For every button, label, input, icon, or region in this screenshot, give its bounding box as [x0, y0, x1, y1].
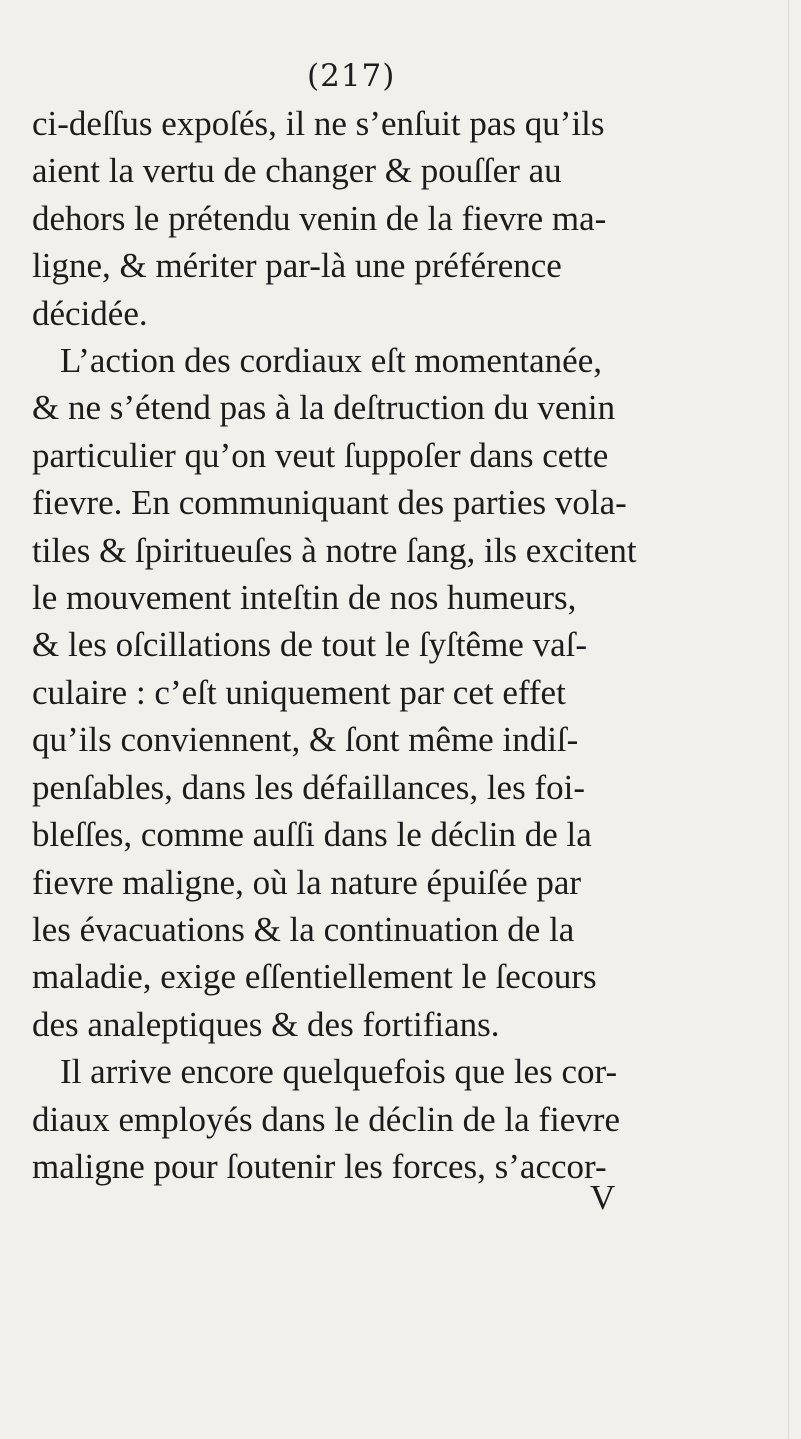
text-line: culaire : c’eſt uniquement par cet effet	[32, 672, 566, 712]
text-line: & ne s’étend pas à la deſtruction du venin	[32, 388, 616, 428]
text-line: le mouvement inteſtin de nos humeurs,	[32, 578, 577, 618]
text-line: qu’ils conviennent, & ſont même indiſ-	[32, 720, 579, 760]
page-number: (217)	[307, 58, 396, 94]
text-line: tiles & ſpiritueuſes à notre ſang, ils excitent	[32, 530, 637, 570]
text-line: fievre maligne, où la nature épuiſée par	[32, 862, 582, 902]
text-line: L’action des cordiaux eſt momentanée,	[60, 341, 602, 381]
text-line: aient la vertu de changer & pouſſer au	[32, 151, 562, 191]
text-line: les évacuations & la continuation de la	[32, 909, 575, 949]
text-line: ci-deſſus expoſés, il ne s’enſuit pas qu’ils	[32, 104, 605, 143]
text-line: fievre. En communiquant des parties vola-	[32, 483, 627, 523]
text-line: ligne, & mériter par-là une préférence	[32, 246, 562, 286]
text-line: maligne pour ſoutenir les forces, s’accor-	[32, 1146, 607, 1186]
text-line: décidée.	[32, 293, 148, 333]
text-line: particulier qu’on veut ſuppoſer dans cette	[32, 435, 609, 475]
text-line: maladie, exige eſſentiellement le ſecours	[32, 957, 597, 997]
text-line: bleſſes, comme auſſi dans le déclin de la	[32, 815, 592, 855]
text-line: diaux employés dans le déclin de la fievre	[32, 1099, 620, 1139]
text-line: & les oſcillations de tout le ſyſtême vaſ-	[32, 625, 588, 665]
text-line: des analeptiques & des fortifians.	[32, 1004, 500, 1044]
body-text	[32, 100, 792, 1190]
signature-mark: V	[590, 1178, 616, 1217]
text-line: penſables, dans les défaillances, les foi-	[32, 767, 585, 807]
text-line: Il arrive encore quelquefois que les cor-	[60, 1052, 618, 1092]
text-line: dehors le prétendu venin de la fievre ma-	[32, 198, 607, 238]
